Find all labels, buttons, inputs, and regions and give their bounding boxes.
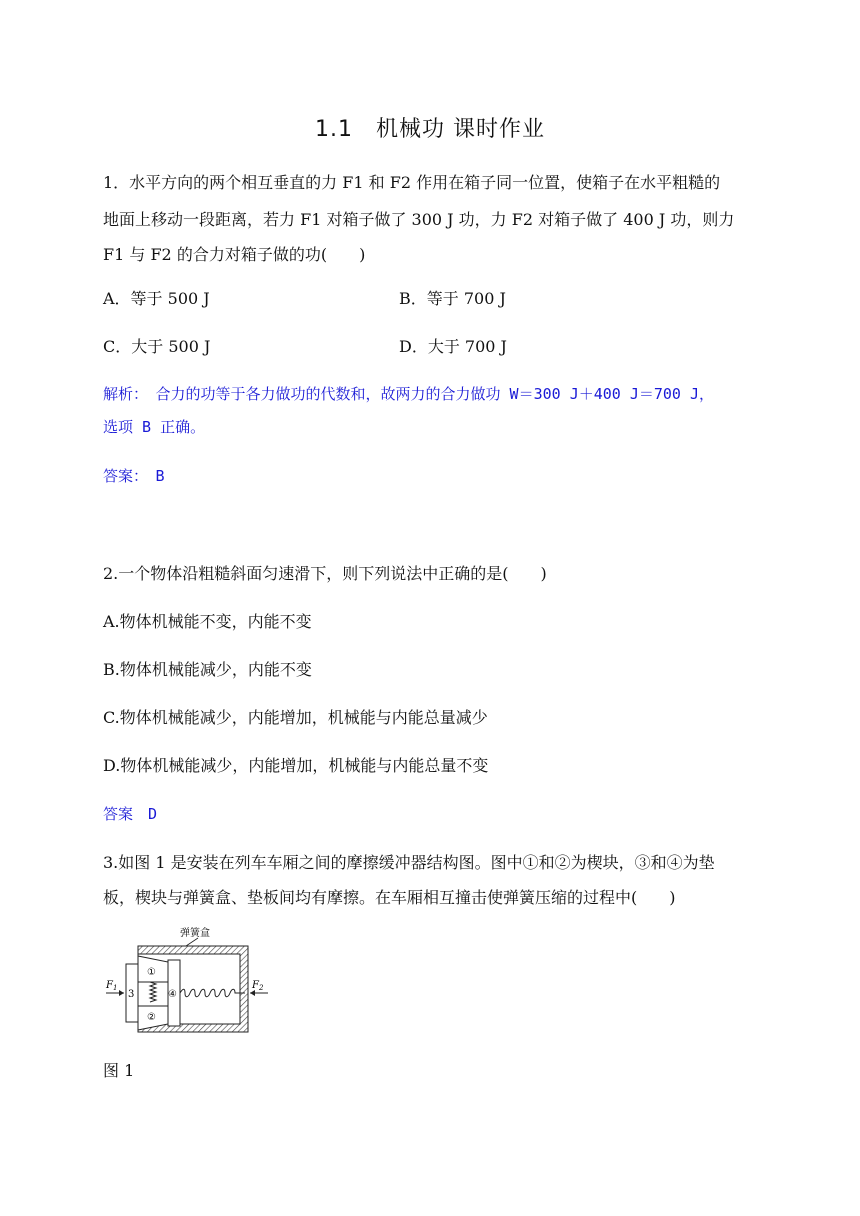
q2-option-b: B.物体机械能减少，内能不变 bbox=[103, 660, 312, 679]
figure-caption: 图 1 bbox=[103, 1061, 135, 1080]
wedge-1-label: ① bbox=[147, 967, 156, 978]
force-f1-arrowhead bbox=[119, 990, 124, 996]
q1-stem-line-3: F1 与 F2 的合力对箱子做的功( ) bbox=[103, 245, 366, 264]
plate-3-label: 3 bbox=[128, 989, 135, 1000]
vertical-spring bbox=[150, 982, 156, 1002]
q1-analysis-line-1: 解析： 合力的功等于各力做功的代数和，故两力的合力做功 W＝300 J＋400 J＝700 J， bbox=[103, 385, 715, 403]
q1-analysis-line-2: 选项 B 正确。 bbox=[103, 418, 206, 436]
friction-buffer-diagram bbox=[102, 924, 272, 1040]
q3-stem-line-2: 板，楔块与弹簧盒、垫板间均有摩擦。在车厢相互撞击使弹簧压缩的过程中( ) bbox=[103, 888, 676, 907]
q3-stem-line-1: 3.如图 1 是安装在列车车厢之间的摩擦缓冲器结构图。图中①和②为楔块，③和④为垫 bbox=[103, 853, 715, 872]
force-f2-label: $F_2$ bbox=[252, 980, 264, 992]
q1-stem-line-2: 地面上移动一段距离，若力 F1 对箱子做了 300 J 功，力 F2 对箱子做了 400 J 功，则力 bbox=[103, 210, 735, 229]
page-title: 1.1 机械功 课时作业 bbox=[315, 117, 545, 142]
q1-option-b: B．等于 700 J bbox=[399, 289, 506, 308]
q1-option-d: D．大于 700 J bbox=[399, 337, 507, 356]
plate-4-label: ④ bbox=[168, 989, 177, 1000]
q2-answer: 答案 D bbox=[103, 805, 158, 823]
q2-option-d: D.物体机械能减少，内能增加，机械能与内能总量不变 bbox=[103, 756, 489, 775]
q2-option-a: A.物体机械能不变，内能不变 bbox=[103, 612, 312, 631]
q1-option-a: A．等于 500 J bbox=[103, 289, 210, 308]
q1-option-c: C．大于 500 J bbox=[103, 337, 211, 356]
wedge-2-label: ② bbox=[147, 1012, 156, 1023]
q1-stem-line-1: 1．水平方向的两个相互垂直的力 F1 和 F2 作用在箱子同一位置，使箱子在水平粗糙的 bbox=[103, 173, 721, 192]
main-spring bbox=[180, 989, 245, 997]
q2-stem: 2.一个物体沿粗糙斜面匀速滑下，则下列说法中正确的是( ) bbox=[103, 564, 547, 583]
q2-option-c: C.物体机械能减少，内能增加，机械能与内能总量减少 bbox=[103, 708, 488, 727]
force-f1-label: $F_1$ bbox=[106, 980, 118, 992]
spring-box-label: 弹簧盒 bbox=[180, 928, 210, 939]
q1-answer: 答案： B bbox=[103, 467, 165, 485]
